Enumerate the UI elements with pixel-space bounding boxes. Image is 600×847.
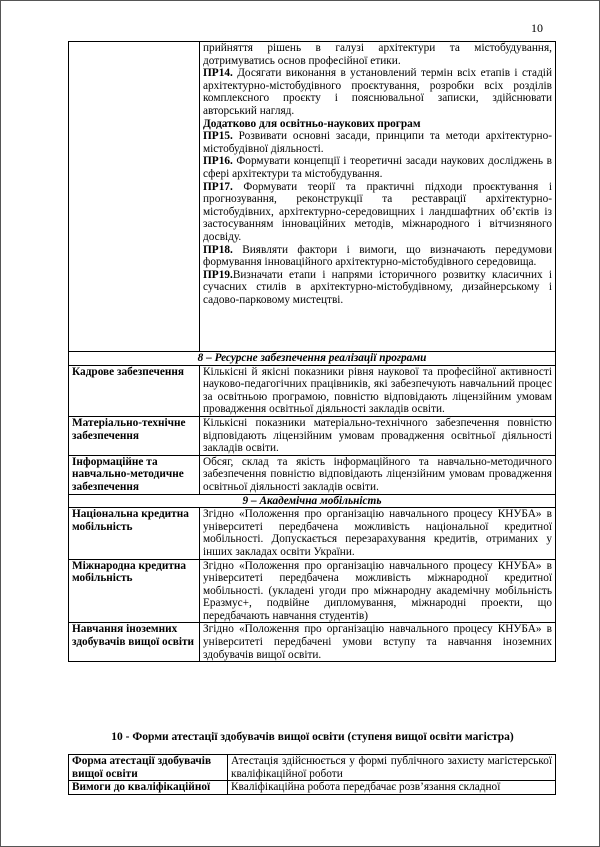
section-10-title: 10 - Форми атестації здобувачів вищої освіти (ступеня вищої освіти магістра) bbox=[111, 731, 514, 743]
row-label: Матеріально-технічне забезпечення bbox=[69, 416, 200, 455]
row-label: Міжнародна кредитна мобільність bbox=[69, 559, 200, 623]
table-row bbox=[69, 365, 556, 416]
outcome-heading: Додатково для освітньо-наукових програм bbox=[203, 117, 421, 130]
section-8-title: 8 – Ресурсне забезпечення реалізації програми bbox=[69, 352, 556, 366]
row-label: Національна кредитна мобільність bbox=[69, 508, 200, 559]
outcome-pr19: ПР19.Визначати етапи і напрями історичного розвитку класичних і сучасних стилів в архітектурно-містобудівному, дизайнерському і садово-парковому мистецтві. bbox=[203, 268, 552, 306]
table-row bbox=[69, 42, 556, 352]
table-row bbox=[69, 755, 556, 781]
empty-label-cell bbox=[69, 42, 200, 352]
row-text: Згідно «Положення про організацію навчального процесу КНУБА» в університеті передбачена можливість національної кредитної мобільності. Допускається перезарахування кредитів, отриманих у інших закладах освіти України. bbox=[200, 508, 556, 559]
page-number: 10 bbox=[531, 21, 543, 35]
outcome-pr14: ПР14. Досягати виконання в установлений термін всіх етапів і стадій архітектурно-містобудівного проєктування, розробки всіх розділів комплексного проєкту і пояснювальної записки, здійснювати авторський нагляд. bbox=[203, 67, 552, 117]
table-row bbox=[69, 623, 556, 662]
section-header-row bbox=[69, 494, 556, 508]
row-label: Форма атестації здобувачів вищої освіти bbox=[69, 755, 228, 781]
row-label: Кадрове забезпечення bbox=[69, 365, 200, 416]
row-text: Обсяг, склад та якість інформаційного та навчально-методичного забезпечення повністю відповідають ліцензійним умовам провадження освітньої діяльності закладів освіти. bbox=[200, 455, 556, 494]
program-table bbox=[68, 41, 556, 662]
section-header-row bbox=[69, 352, 556, 366]
row-label: Інформаційне та навчально-методичне забезпечення bbox=[69, 455, 200, 494]
outcome-pr15: ПР15. Розвивати основні засади, принципи та методи архітектурно-містобудівної діяльності. bbox=[203, 130, 552, 155]
row-text: Кількісні показники матеріально-технічного забезпечення повністю відповідають ліцензійним умовам провадження освітньої діяльності закладів освіти. bbox=[200, 416, 556, 455]
table-row bbox=[69, 559, 556, 623]
attestation-table bbox=[68, 754, 556, 795]
row-text: Атестація здійснюється у формі публічного захисту магістерської кваліфікаційної роботи bbox=[228, 755, 556, 781]
row-text: Згідно «Положення про організацію навчального процесу КНУБА» в університеті передбачені умови вступу та навчання іноземних здобувачів вищої освіти. bbox=[200, 623, 556, 662]
outcome-pr17: ПР17. Формувати теорії та практичні підходи проєктування і прогнозування, реконструкції та реставрації архітектурно-містобудівних, архітектурно-середовищних і ландшафтних об’єктів із застосуванням інноваційних методів, міжнародного і вітчизняного досвіду. bbox=[203, 180, 552, 243]
outcome-paragraph: прийняття рішень в галузі архітектури та містобудування, дотримуватись основ професійної етики. bbox=[203, 42, 552, 67]
outcome-pr18: ПР18. Виявляти фактори і вимоги, що визначають передумови формування інноваційного архітектурно-містобудівного середовища. bbox=[203, 243, 552, 269]
table-row bbox=[69, 508, 556, 559]
row-text: Кількісні й якісні показники рівня наукової та професійної активності науково-педагогічних працівників, які забезпечують навчальний процес за освітньою програмою, повністю відповідають ліцензійним умовам провадження освітньої діяльності закладів освіти. bbox=[200, 365, 556, 416]
row-text: Згідно «Положення про організацію навчального процесу КНУБА» в університеті передбачена можливість міжнародної кредитної мобільності. (укладені угоди про міжнародну академічну мобільність Еразмус+, подвійне дипломування, міжнародні проекти, що передбачають навчання студентів) bbox=[200, 559, 556, 623]
row-label: Вимоги до кваліфікаційної bbox=[69, 781, 228, 795]
table-row bbox=[69, 781, 556, 795]
outcome-pr16: ПР16. Формувати концепції і теоретичні засади наукових досліджень в сфері архітектури та містобудування. bbox=[203, 155, 552, 180]
section-9-title: 9 – Академічна мобільність bbox=[69, 494, 556, 508]
table-row bbox=[69, 455, 556, 494]
table-row bbox=[69, 416, 556, 455]
row-label: Навчання іноземних здобувачів вищої освіти bbox=[69, 623, 200, 662]
row-text: Кваліфікаційна робота передбачає розв’язання складної bbox=[228, 781, 556, 795]
learning-outcomes-cell bbox=[200, 42, 556, 352]
